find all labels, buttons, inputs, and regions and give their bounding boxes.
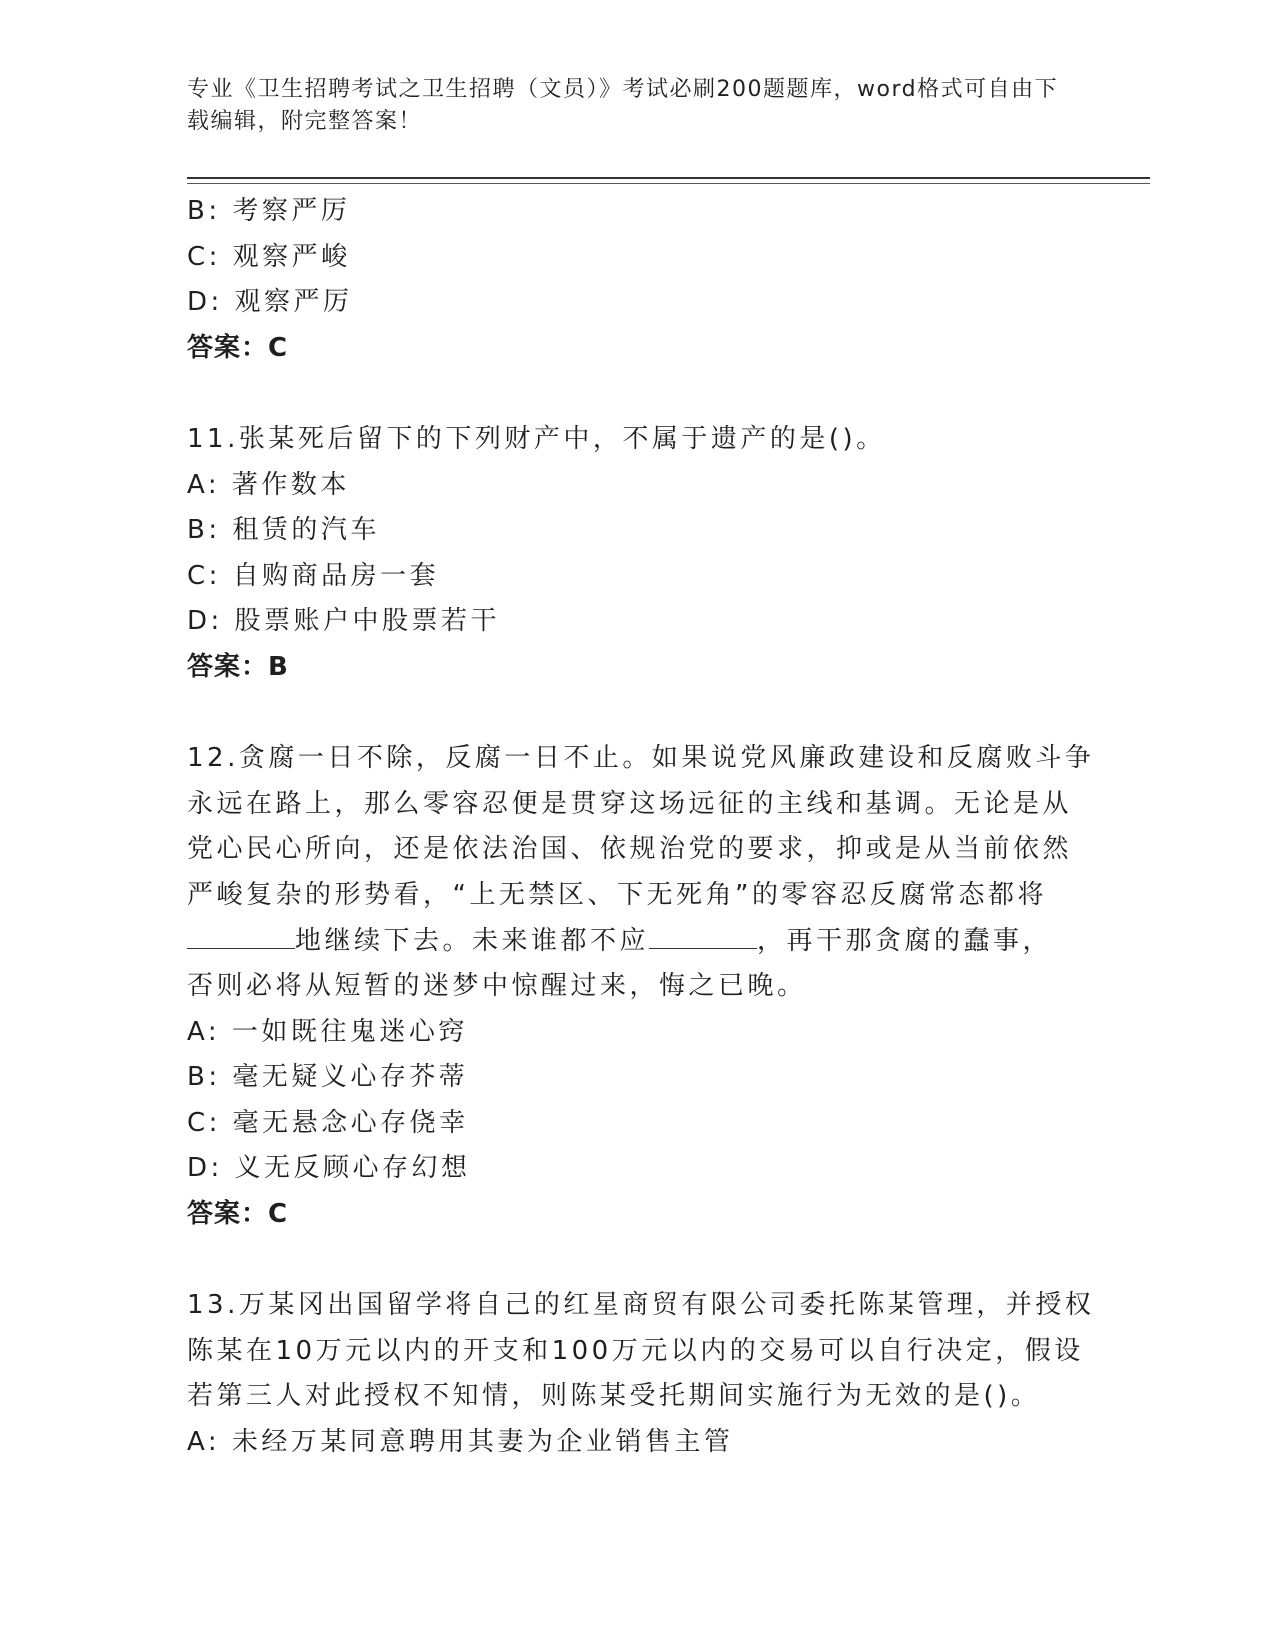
question-content xyxy=(187,189,1095,1466)
header-rule-thick xyxy=(187,177,1150,179)
header-text: 专业《卫生招聘考试之卫生招聘（文员）》考试必刷200题题库，word格式可自由下载编辑，附完整答案！ xyxy=(187,77,1059,134)
option-d: D: 义无反顾心存幻想 xyxy=(187,1153,471,1184)
question-11 xyxy=(187,417,1087,691)
option-a: A: 一如既往鬼迷心窍 xyxy=(187,1016,468,1047)
spacer xyxy=(187,371,1087,417)
question-stem-line: 严峻复杂的形势看，“上无禁区、下无死角”的零容忍反腐常态都将 xyxy=(187,879,1047,910)
option-a: A: 著作数本 xyxy=(187,469,350,500)
answer: 答案：C xyxy=(187,1199,289,1230)
question-stem-line: 陈某在10万元以内的开支和100万元以内的交易可以自行决定，假设 xyxy=(187,1335,1084,1366)
header-rule-thin xyxy=(187,183,1150,184)
option-d: D: 观察严厉 xyxy=(187,287,353,318)
option-a: A: 未经万某同意聘用其妻为企业销售主管 xyxy=(187,1427,734,1458)
option-c: C: 毫无悬念心存侥幸 xyxy=(187,1107,469,1138)
question-stem-line: 12.贪腐一日不除，反腐一日不止。如果说党风廉政建设和反腐败斗争 xyxy=(187,743,1095,774)
question-stem-line: 13.万某冈出国留学将自己的红星商贸有限公司委托陈某管理，并授权 xyxy=(187,1290,1095,1321)
question-stem-line: 永远在路上，那么零容忍便是贯穿这场远征的主线和基调。无论是从 xyxy=(187,788,1073,819)
question-stem-line: 若第三人对此授权不知情，则陈某受托期间实施行为无效的是()。 xyxy=(187,1381,1041,1412)
fill-blank-2 xyxy=(649,920,757,949)
answer: 答案：B xyxy=(187,651,289,682)
option-b: B: 租赁的汽车 xyxy=(187,515,380,546)
question-12 xyxy=(187,736,1095,1238)
question-stem-blank-line xyxy=(187,919,1087,965)
spacer xyxy=(187,1238,1087,1284)
spacer xyxy=(187,691,1087,737)
prev-answer: 答案：C xyxy=(187,332,289,363)
option-d: D: 股票账户中股票若干 xyxy=(187,606,501,637)
option-c: C: 自购商品房一套 xyxy=(187,560,440,591)
question-stem-line: 否则必将从短暂的迷梦中惊醒过来，悔之已晚。 xyxy=(187,971,807,1002)
question-stem-line: 党心民心所向，还是依法治国、依规治党的要求，抑或是从当前依然 xyxy=(187,834,1073,865)
option-b: B: 考察严厉 xyxy=(187,196,351,226)
blank-line-text: 地继续下去。未来谁都不应 xyxy=(295,925,650,956)
fill-blank-1 xyxy=(187,920,295,949)
question-stem: 11.张某死后留下的下列财产中，不属于遗产的是()。 xyxy=(187,423,886,454)
option-c: C: 观察严峻 xyxy=(187,241,351,272)
document-header xyxy=(187,74,1067,138)
question-13 xyxy=(187,1283,1095,1465)
blank-line-end-text: ，再干那贪腐的蠢事， xyxy=(757,925,1053,956)
option-b: B: 毫无疑义心存芥蒂 xyxy=(187,1062,469,1093)
prev-question-options xyxy=(187,189,1087,326)
